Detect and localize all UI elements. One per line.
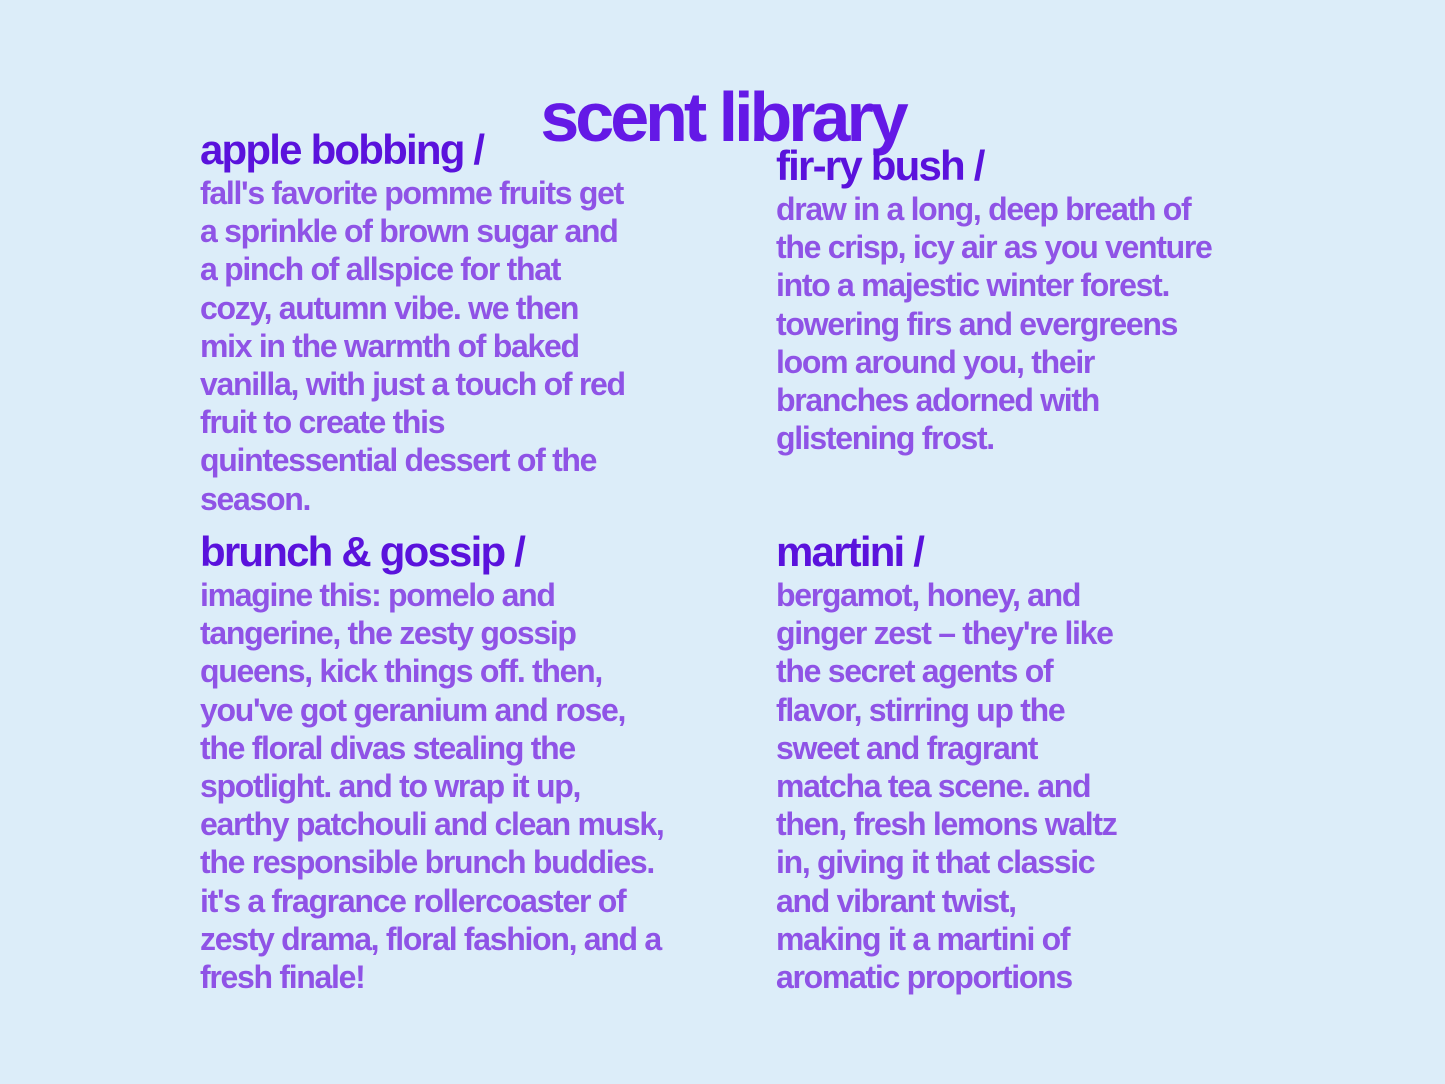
scent-description: fall's favorite pomme fruits get a sprinkle of brown sugar and a pinch of allspice for that cozy, autumn vibe. we then mix in the warmth of baked vanilla, with just a touch of red fruit to create this quintessential dessert of the season. — [200, 175, 625, 517]
scent-description: draw in a long, deep breath of the crisp, icy air as you venture into a majestic winter forest. towering firs and evergreens loom around you, their branches adorned with glistening frost. — [776, 191, 1212, 457]
scent-martini — [776, 528, 1336, 996]
scent-title: brunch & gossip / — [200, 528, 525, 575]
scent-title: martini / — [776, 528, 924, 575]
scent-title: fir-ry bush / — [776, 142, 984, 189]
scent-description: bergamot, honey, and ginger zest – they're like the secret agents of flavor, stirring up the sweet and fragrant matcha tea scene. and then, fresh lemons waltz in, giving it that classic and vibrant twist, making it a martini of aromatic proportions — [776, 577, 1117, 996]
page-title: scent library — [540, 77, 905, 156]
scent-description: imagine this: pomelo and tangerine, the zesty gossip queens, kick things off. then, you've got geranium and rose, the floral divas stealing the spotlight. and to wrap it up, earthy patchouli and clean musk, the responsible brunch buddies. it's a fragrance rollercoaster of zesty drama, floral fashion, and a fresh finale! — [200, 577, 664, 996]
scent-brunch-and-gossip — [200, 528, 760, 996]
scent-apple-bobbing — [200, 126, 740, 518]
scent-fir-ry-bush — [776, 142, 1336, 457]
scent-title: apple bobbing / — [200, 126, 484, 173]
